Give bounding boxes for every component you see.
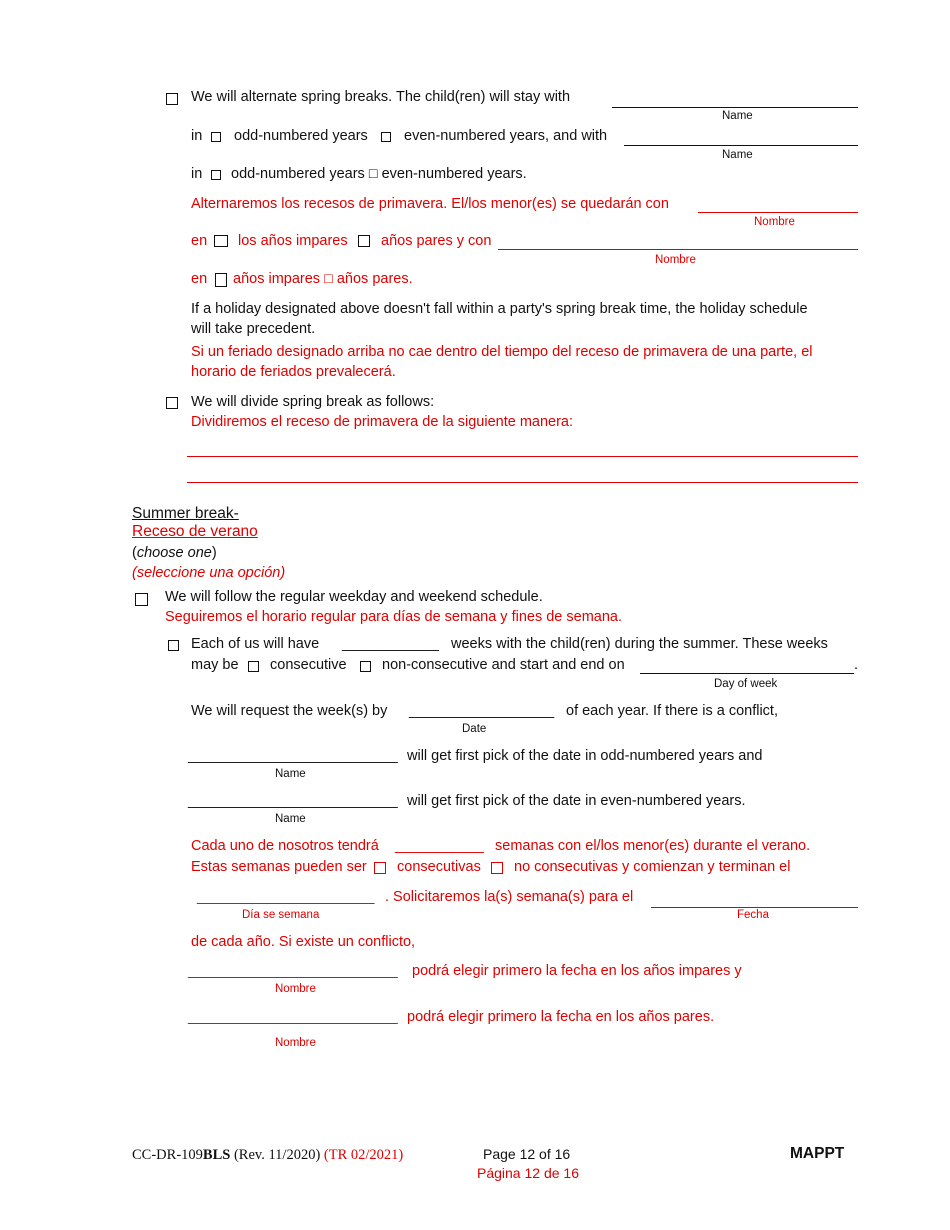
paren: ) — [211, 545, 217, 561]
nonconsecutive-label: non-consecutive and start and end on — [382, 657, 625, 673]
weeks-text: weeks with the child(ren) during the summer. These weeks — [451, 636, 828, 652]
alternate-spring-checkbox[interactable] — [166, 93, 178, 105]
even-years-label: even-numbered years, and with — [404, 128, 608, 144]
nombre-label: Nombre — [275, 983, 316, 995]
no-consecutivas-checkbox[interactable] — [491, 862, 503, 874]
summer-heading-es: Receso de verano — [132, 523, 258, 540]
consecutivas-label: consecutivas — [397, 859, 481, 875]
spring-nombre-2-line[interactable] — [498, 249, 858, 250]
fecha-label: Fecha — [737, 909, 769, 921]
first-pick-even-name-blank[interactable]: __________________________ — [188, 793, 398, 809]
divide-spring-text-es: Dividiremos el receso de primavera de la siguiente manera: — [191, 414, 574, 430]
first-pick-even-text: will get first pick of the date in even-numbered years. — [407, 793, 746, 809]
may-be-text: may be — [191, 657, 239, 673]
even-years-checkbox[interactable] — [381, 132, 391, 142]
dia-semana-label: Día se semana — [242, 909, 320, 921]
elegir-pares-text: podrá elegir primero la fecha en los años pares. — [407, 1009, 715, 1025]
choose-one-label — [132, 545, 217, 561]
spring-name-1-line[interactable] — [612, 107, 858, 108]
en-label: en — [191, 271, 208, 287]
regular-schedule-text: We will follow the regular weekday and weekend schedule. — [165, 589, 543, 605]
summer-heading: Summer break- — [132, 505, 239, 522]
in-label: in — [191, 166, 203, 182]
fecha-line[interactable] — [651, 907, 858, 908]
divide-spring-checkbox[interactable] — [166, 397, 178, 409]
name-label: Name — [722, 110, 753, 122]
consecutive-checkbox[interactable] — [248, 661, 259, 672]
alternate-spring-text: We will alternate spring breaks. The child(ren) will stay with — [191, 89, 571, 105]
conflict-text: of each year. If there is a conflict, — [566, 703, 778, 719]
choose-one-label-es: (seleccione una opción) — [132, 565, 286, 581]
in-label: in — [191, 128, 203, 144]
no-consecutivas-label: no consecutivas y comienzan y terminan el — [514, 859, 791, 875]
odd-even-years-label: odd-numbered years □ even-numbered years. — [231, 166, 527, 182]
holiday-text-es: Si un feriado designado arriba no cae dentro del tiempo del receso de primavera de una parte, el — [191, 344, 813, 360]
divide-spring-text: We will divide spring break as follows: — [191, 394, 435, 410]
form-number: CC-DR-109 — [132, 1147, 203, 1163]
consecutive-label: consecutive — [270, 657, 347, 673]
impares-checkbox-2[interactable] — [215, 273, 227, 287]
revision: (Rev. 11/2020) — [233, 1147, 321, 1163]
translation-revision: (TR 02/2021) — [323, 1147, 404, 1163]
first-pick-odd-name-blank[interactable]: __________________________ — [188, 748, 398, 764]
page-number-es: Página 12 de 16 — [477, 1165, 579, 1181]
paren: ( — [132, 545, 137, 561]
spring-nombre-1-line[interactable] — [698, 212, 858, 213]
regular-schedule-text-es: Seguiremos el horario regular para días de semana y fines de semana. — [165, 609, 623, 625]
pueden-ser-text: Estas semanas pueden ser — [191, 859, 367, 875]
divide-line-1[interactable] — [187, 456, 858, 457]
day-of-week-label: Day of week — [714, 678, 778, 690]
divide-line-2[interactable] — [187, 482, 858, 483]
nombre-label: Nombre — [655, 254, 696, 266]
alternate-spring-text-es: Alternaremos los recesos de primavera. El/los menor(es) se quedarán con — [191, 196, 669, 212]
impares-pares-label: años impares □ años pares. — [233, 271, 413, 287]
odd-years-label: odd-numbered years — [234, 128, 368, 144]
name-label: Name — [722, 149, 753, 161]
consecutivas-checkbox[interactable] — [374, 862, 386, 874]
odd-years-checkbox[interactable] — [211, 132, 221, 142]
weeks-option-checkbox[interactable] — [168, 640, 179, 651]
nonconsecutive-checkbox[interactable] — [360, 661, 371, 672]
solicitaremos-text: . Solicitaremos la(s) semana(s) para el — [385, 889, 634, 905]
name-label: Name — [275, 768, 306, 780]
odd-years-checkbox-2[interactable] — [211, 170, 221, 180]
impares-label: los años impares — [238, 233, 348, 249]
each-of-us-text: Each of us will have — [191, 636, 320, 652]
semanas-text: semanas con el/los menor(es) durante el verano. — [495, 838, 811, 854]
date-label: Date — [462, 723, 487, 735]
nombre-label: Nombre — [275, 1037, 316, 1049]
pares-checkbox[interactable] — [358, 235, 370, 247]
dia-semana-blank[interactable]: ______________________ — [197, 889, 375, 905]
day-of-week-line[interactable] — [640, 673, 854, 674]
spring-name-2-line[interactable] — [624, 145, 858, 146]
nombre-label: Nombre — [754, 216, 795, 228]
request-weeks-text: We will request the week(s) by — [191, 703, 388, 719]
first-pick-odd-text: will get first pick of the date in odd-numbered years and — [407, 748, 763, 764]
request-date-blank[interactable]: __________________ — [409, 703, 555, 719]
page-number: Page 12 of 16 — [483, 1146, 571, 1162]
elegir-impares-text: podrá elegir primero la fecha en los años impares y — [412, 963, 742, 979]
cada-uno-text: Cada uno de nosotros tendrá — [191, 838, 379, 854]
elegir-pares-name-blank[interactable]: __________________________ — [188, 1009, 398, 1025]
impares-checkbox[interactable] — [214, 235, 228, 247]
holiday-text: will take precedent. — [191, 321, 316, 337]
holiday-text: If a holiday designated above doesn't fall within a party's spring break time, the holiday schedule — [191, 301, 808, 317]
choose-one-text: choose one — [136, 545, 212, 561]
period: . — [854, 657, 859, 673]
holiday-text-es: horario de feriados prevalecerá. — [191, 364, 396, 380]
regular-schedule-checkbox[interactable] — [135, 593, 148, 606]
name-label: Name — [275, 813, 306, 825]
form-code: BLS — [202, 1147, 231, 1163]
pares-label: años pares y con — [381, 233, 492, 249]
cada-anio-text: de cada año. Si existe un conflicto, — [191, 934, 416, 950]
brand-label: MAPPT — [790, 1145, 845, 1162]
en-label: en — [191, 233, 208, 249]
elegir-impares-name-blank[interactable]: __________________________ — [188, 963, 398, 979]
semanas-count-blank[interactable]: ___________ — [395, 838, 484, 854]
form-id — [132, 1147, 403, 1164]
weeks-count-blank[interactable]: ____________ — [342, 636, 439, 652]
